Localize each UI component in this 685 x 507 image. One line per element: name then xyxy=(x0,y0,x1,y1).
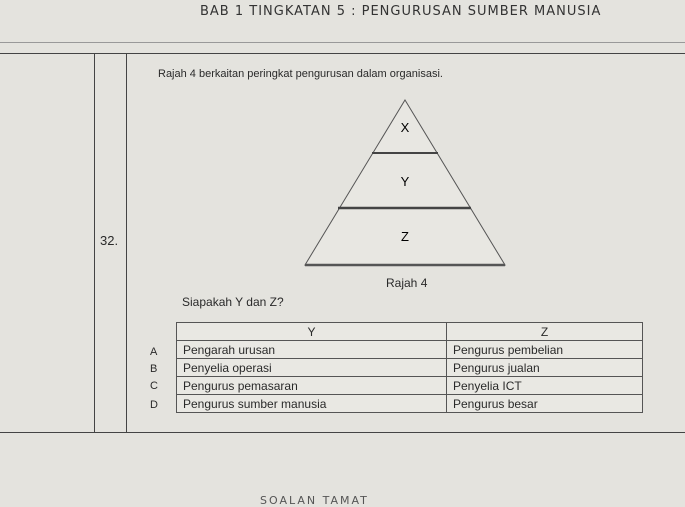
cell-y: Pengurus pemasaran xyxy=(177,377,447,395)
options-table xyxy=(176,322,643,413)
cell-z: Pengurus pembelian xyxy=(447,341,643,359)
cell-y: Pengarah urusan xyxy=(177,341,447,359)
figure-label: Rajah 4 xyxy=(386,276,428,290)
header-z: Z xyxy=(447,323,643,341)
option-letter-a: A xyxy=(150,346,158,358)
header-y: Y xyxy=(177,323,447,341)
table-row xyxy=(177,377,643,395)
level-y-label: Y xyxy=(400,174,410,189)
level-x-label: X xyxy=(400,120,410,135)
top-rule xyxy=(0,42,685,43)
option-letter-b: B xyxy=(150,363,158,375)
question-stem: Rajah 4 berkaitan peringkat pengurusan dalam organisasi. xyxy=(158,68,443,80)
column-divider-1 xyxy=(94,53,95,433)
section-bottom-border xyxy=(0,432,685,433)
option-letter-d: D xyxy=(150,399,158,411)
question-prompt: Siapakah Y dan Z? xyxy=(182,295,284,309)
footer-text: SOALAN TAMAT xyxy=(260,494,369,507)
pyramid-diagram xyxy=(300,98,510,273)
level-z-label: Z xyxy=(401,229,409,244)
table-header-row xyxy=(177,323,643,341)
option-letter-c: C xyxy=(150,380,158,392)
cell-z: Pengurus jualan xyxy=(447,359,643,377)
table-row xyxy=(177,359,643,377)
table-row xyxy=(177,395,643,413)
cell-y: Pengurus sumber manusia xyxy=(177,395,447,413)
cell-y: Penyelia operasi xyxy=(177,359,447,377)
column-divider-2 xyxy=(126,53,127,433)
cell-z: Pengurus besar xyxy=(447,395,643,413)
section-top-border xyxy=(0,53,685,54)
page-title: BAB 1 TINGKATAN 5 : PENGURUSAN SUMBER MANUSIA xyxy=(200,4,602,19)
cell-z: Penyelia ICT xyxy=(447,377,643,395)
question-number: 32. xyxy=(100,233,119,248)
table-row xyxy=(177,341,643,359)
